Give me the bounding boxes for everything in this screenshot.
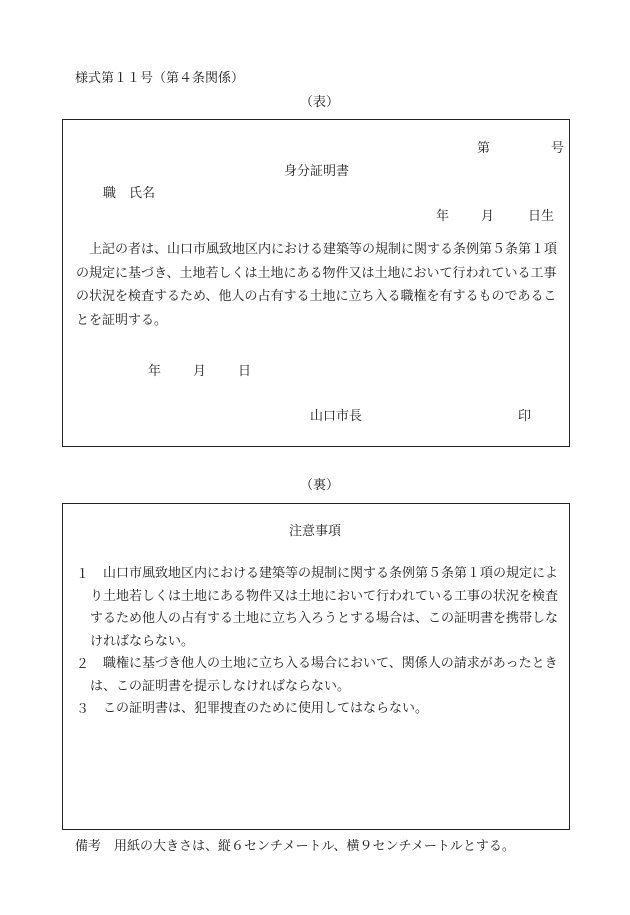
- note-text-3: この証明書は、犯罪捜査のために使用してはならない。: [103, 701, 429, 716]
- issue-month-label: 月: [193, 364, 207, 379]
- note-number-1: １: [76, 567, 90, 582]
- seal-mark: 印: [518, 409, 532, 424]
- issue-day-label: 日: [238, 364, 252, 379]
- note-text-2: 職権に基づき他人の土地に立ち入る場合において、関係人の請求があったときは、この証明書を提示しなければならない。: [90, 656, 558, 694]
- birth-month-label: 月: [481, 209, 495, 224]
- number-label-go: 号: [551, 141, 565, 156]
- notes-title: 注意事項: [289, 524, 342, 539]
- remarks: 備考 用紙の大きさは、縦６センチメートル、横９センチメートルとする。: [75, 839, 515, 854]
- certificate-body: 上記の者は、山口市風致地区内における建築等の規制に関する条例第５条第１項の規定に基づき、土地若しくは土地にある物件又は土地において行われている工事の状況を検査するため、他人の占有する土地に立ち入る職権を有するものであることを証明する。: [76, 242, 558, 328]
- name-label: 職 氏名: [103, 186, 156, 201]
- note-number-3: ３: [76, 702, 90, 717]
- front-heading: （表）: [300, 95, 340, 110]
- note-number-2: ２: [76, 657, 90, 672]
- form-number: 様式第１１号（第４条関係）: [75, 71, 245, 86]
- birth-year-label: 年: [436, 209, 450, 224]
- certificate-title: 身分証明書: [284, 164, 350, 179]
- issue-year-label: 年: [148, 364, 162, 379]
- birth-day-label: 日生: [528, 209, 555, 224]
- note-text-1: 山口市風致地区内における建築等の規制に関する条例第５条第１項の規定により土地若しくは土地にある物件又は土地において行われている工事の状況を検査するため他人の占有する土地に立ち入ろうとする場合は、この証明書を携帯しなければならない。: [90, 566, 559, 649]
- issuer-name: 山口市長: [310, 409, 363, 424]
- number-label-dai: 第: [477, 141, 491, 156]
- back-heading: （裏）: [300, 478, 340, 493]
